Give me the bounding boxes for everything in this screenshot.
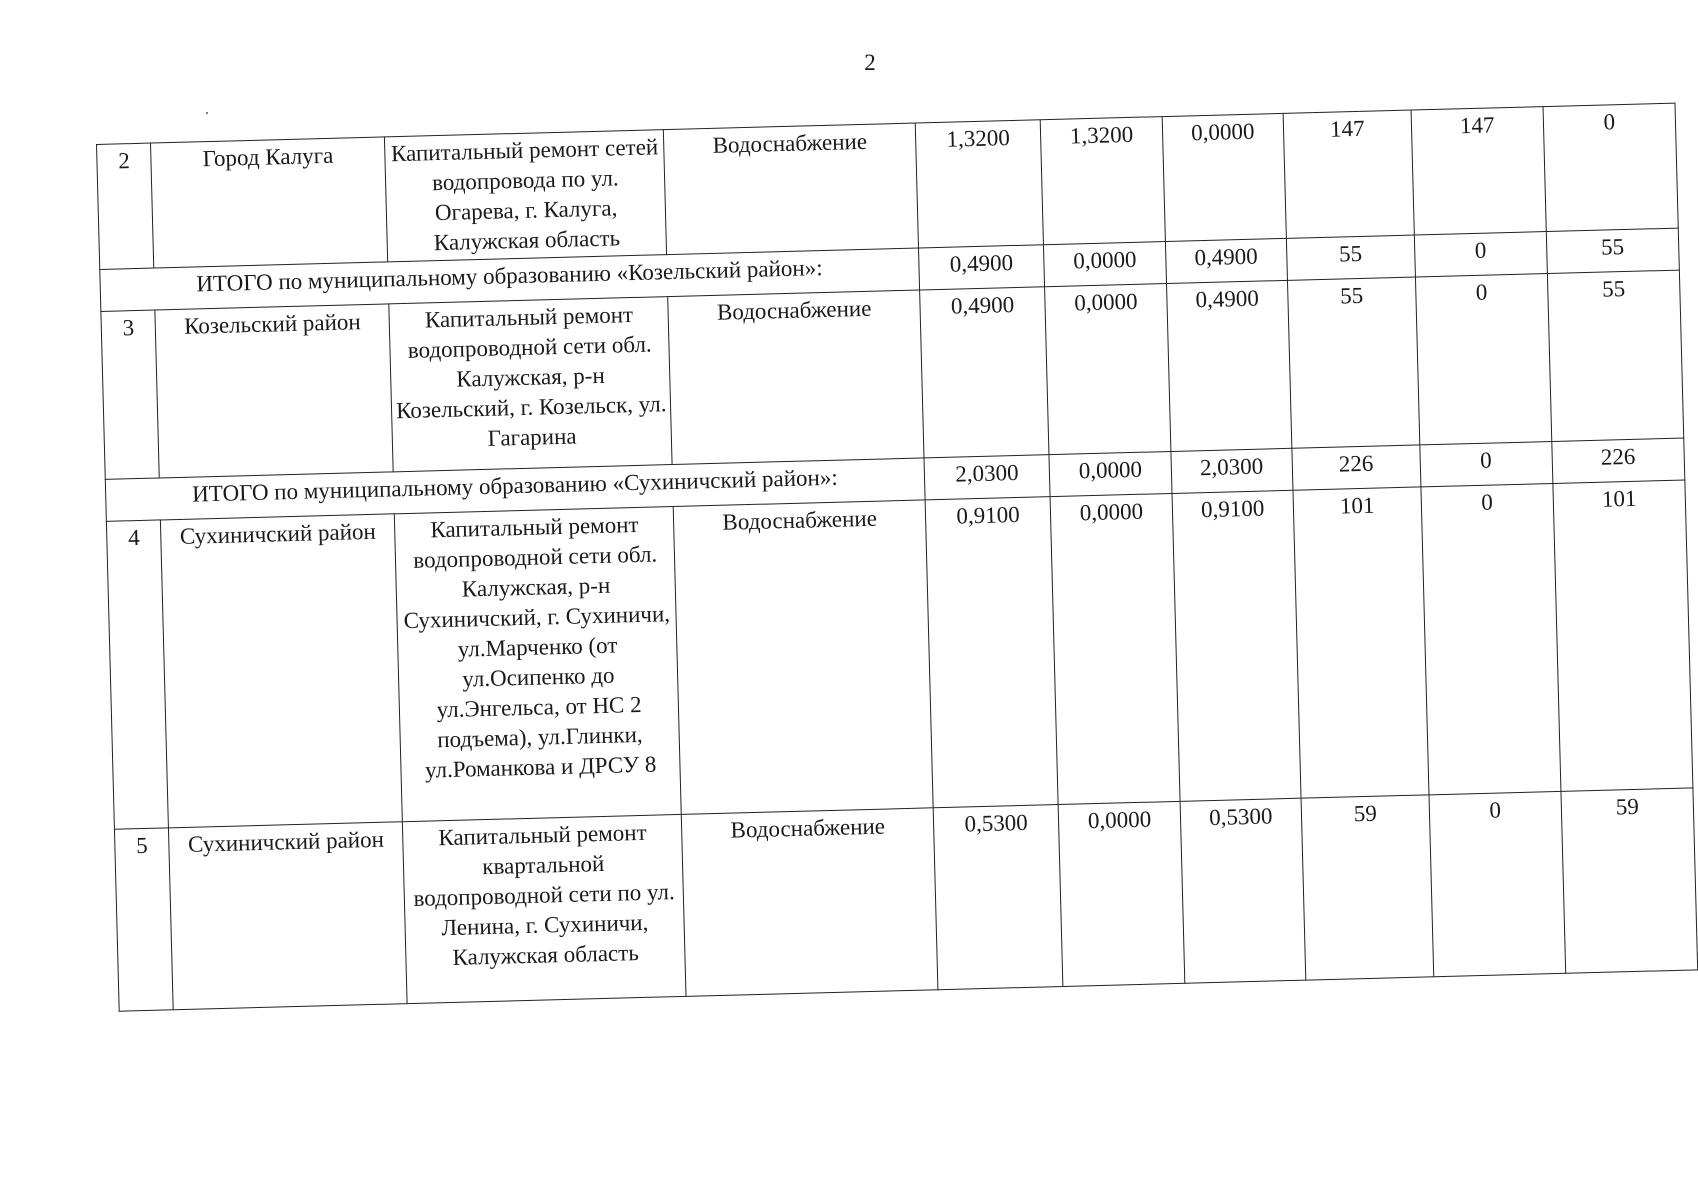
object-cell: Капитальный ремонт водопроводной сети обл. Калужская, р-н Козельский, г. Козельск, ул. Гагарина — [389, 297, 673, 472]
value-cell: 59 — [1561, 788, 1698, 973]
total-label: ИТОГО по муниципальному образованию «Сухиничский район»: — [105, 458, 925, 521]
table-row — [106, 480, 1693, 829]
value-cell: 0,5300 — [933, 805, 1063, 990]
registry-table — [96, 103, 1698, 1012]
value-cell: 0,9100 — [1172, 490, 1301, 801]
value-cell: 55 — [1286, 235, 1415, 280]
value-cell: 0,9100 — [925, 497, 1059, 808]
row-number: 4 — [106, 520, 168, 829]
value-cell: 0,0000 — [1058, 801, 1184, 986]
value-cell: 147 — [1283, 110, 1414, 238]
value-cell: 147 — [1411, 107, 1546, 235]
municipality-cell: Сухиничский район — [169, 822, 408, 1010]
row-number: 3 — [101, 310, 160, 479]
row-number: 5 — [114, 828, 173, 1011]
total-label: ИТОГО по муниципальному образованию «Козельский район»: — [100, 248, 920, 311]
page-number: 2 — [864, 50, 876, 75]
value-cell: 0,4900 — [919, 287, 1049, 458]
value-cell: 0,4900 — [1166, 280, 1292, 451]
value-cell: 1,3200 — [915, 120, 1044, 248]
value-cell: 0,0000 — [1045, 284, 1171, 455]
kind-cell: Водоснабжение — [674, 500, 933, 814]
value-cell: 0 — [1429, 791, 1566, 976]
municipality-cell: Козельский район — [155, 304, 393, 478]
value-cell: 226 — [1552, 438, 1685, 483]
scan-speck — [206, 112, 208, 114]
value-cell: 0,0000 — [1049, 451, 1171, 496]
kind-cell: Водоснабжение — [668, 290, 924, 465]
value-cell: 55 — [1546, 228, 1679, 273]
municipality-cell: Сухиничский район — [161, 514, 403, 828]
object-cell: Капитальный ремонт сетей водопровода по ул. Огарева, г. Калуга, Калужская область — [384, 130, 667, 262]
value-cell: 0,0000 — [1162, 113, 1287, 241]
object-cell: Капитальный ремонт квартальной водопроводной сети по ул. Ленина, г. Сухиничи, Калужская область — [402, 814, 686, 1003]
value-cell: 0,4900 — [1165, 238, 1287, 283]
value-cell: 0 — [1414, 232, 1547, 277]
municipality-cell: Город Калуга — [151, 137, 388, 268]
value-cell: 0 — [1415, 274, 1551, 445]
value-cell: 0,0000 — [1050, 493, 1179, 804]
value-cell: 59 — [1301, 795, 1434, 980]
kind-cell: Водоснабжение — [682, 808, 938, 997]
value-cell: 0,4900 — [918, 245, 1045, 290]
value-cell: 0,5300 — [1180, 798, 1306, 983]
value-cell: 2,0300 — [1171, 448, 1293, 493]
value-cell: 0 — [1543, 103, 1678, 231]
value-cell: 1,3200 — [1041, 117, 1166, 245]
object-cell: Капитальный ремонт водопроводной сети обл. Калужская, р-н Сухиничский, г. Сухиничи, ул.Марченко (от ул.Осипенко до ул.Энгельса, от НС 2 подъема), ул.Глинки, ул.Романкова и ДРСУ 8 — [394, 507, 681, 822]
value-cell: 55 — [1287, 277, 1419, 448]
kind-cell: Водоснабжение — [664, 123, 918, 255]
value-cell: 0,0000 — [1044, 242, 1166, 287]
value-cell: 0 — [1421, 483, 1561, 794]
value-cell: 101 — [1553, 480, 1693, 791]
value-cell: 55 — [1547, 270, 1684, 441]
value-cell: 226 — [1292, 445, 1421, 490]
table-container — [96, 103, 1698, 1012]
value-cell: 0 — [1420, 441, 1553, 486]
row-number: 2 — [97, 143, 154, 269]
value-cell: 101 — [1293, 487, 1429, 798]
value-cell: 2,0300 — [924, 455, 1051, 500]
